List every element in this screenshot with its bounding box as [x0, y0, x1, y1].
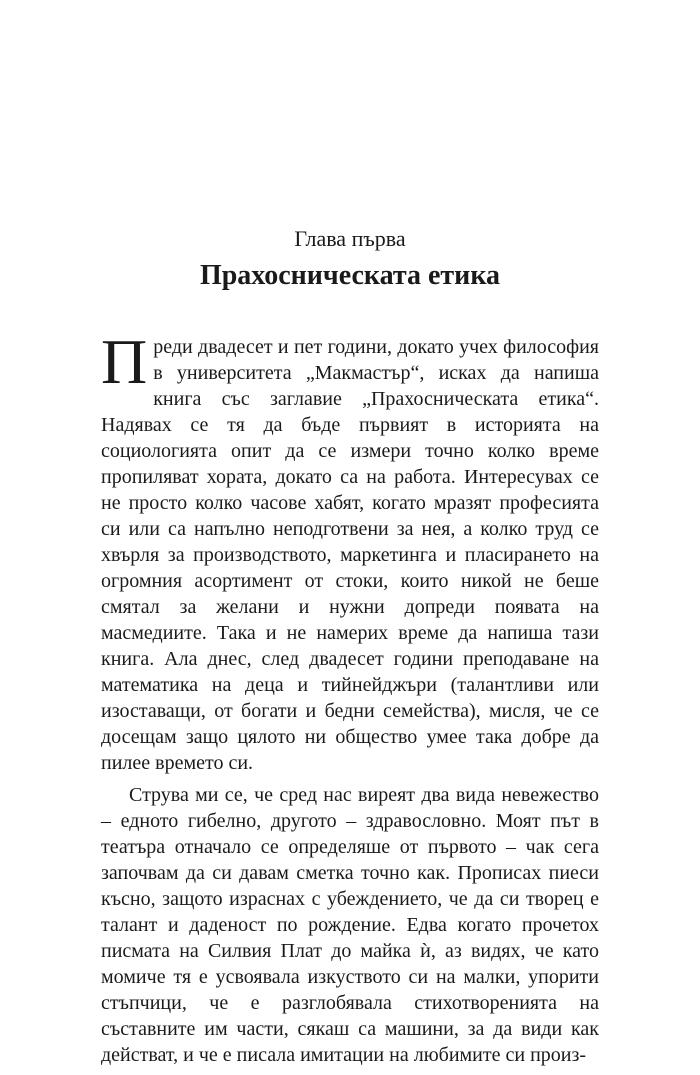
- paragraph-2: Струва ми се, че сред нас виреят два вида невежество – едното гибелно, другото – здравословно. Моят път в театъра отначало се определяше от първото – чак сега започвам да си давам сметка точно как. Прописах пиеси късно, защото израснах с убеждението, че да си творец е талант и даденост по рождение. Едва когато прочетох писмата на Силвия Плат до майка ѝ, аз видях, че като момиче тя е усвоявала изкуството си на малки, упорити стъпчици, че е разглобявала стихотворенията на съставните им части, сякаш са машини, за да види как действат, и че е писала имитации на любимите си произ-: [101, 784, 599, 1066]
- paragraph-1-text: реди двадесет и пет години, докато учех философия в университета „Макмастър“, исках да напиша книга със заглавие „Прахосническата етика“. Надявах се тя да бъде първият в историята на социологията опит да се измери точно колко време пропиляват хората, докато са на работа. Интересувах се не просто колко часове хабят, когато мразят професията си или са напълно неподготвени за нея, а колко труд се хвърля за производството, маркетинга и пласирането на огромния асортимент от стоки, които никой не беше смятал за желани и нужни допреди появата на масмедиите. Така и не намерих време да напиша тази книга. Ала днес, след двадесет години преподаване на математика на деца и тийнейджъри (талантливи или изоставащи, от богати и бедни семейства), мисля, че се досещам защо цялото ни общество умее така добре да пилее времето си.: [101, 336, 599, 774]
- body-text: [101, 326, 599, 1068]
- paragraph-1: [101, 326, 599, 776]
- chapter-label: Глава първа: [294, 226, 406, 251]
- chapter-title: Прахосническата етика: [199, 260, 501, 291]
- drop-cap: П: [101, 326, 148, 397]
